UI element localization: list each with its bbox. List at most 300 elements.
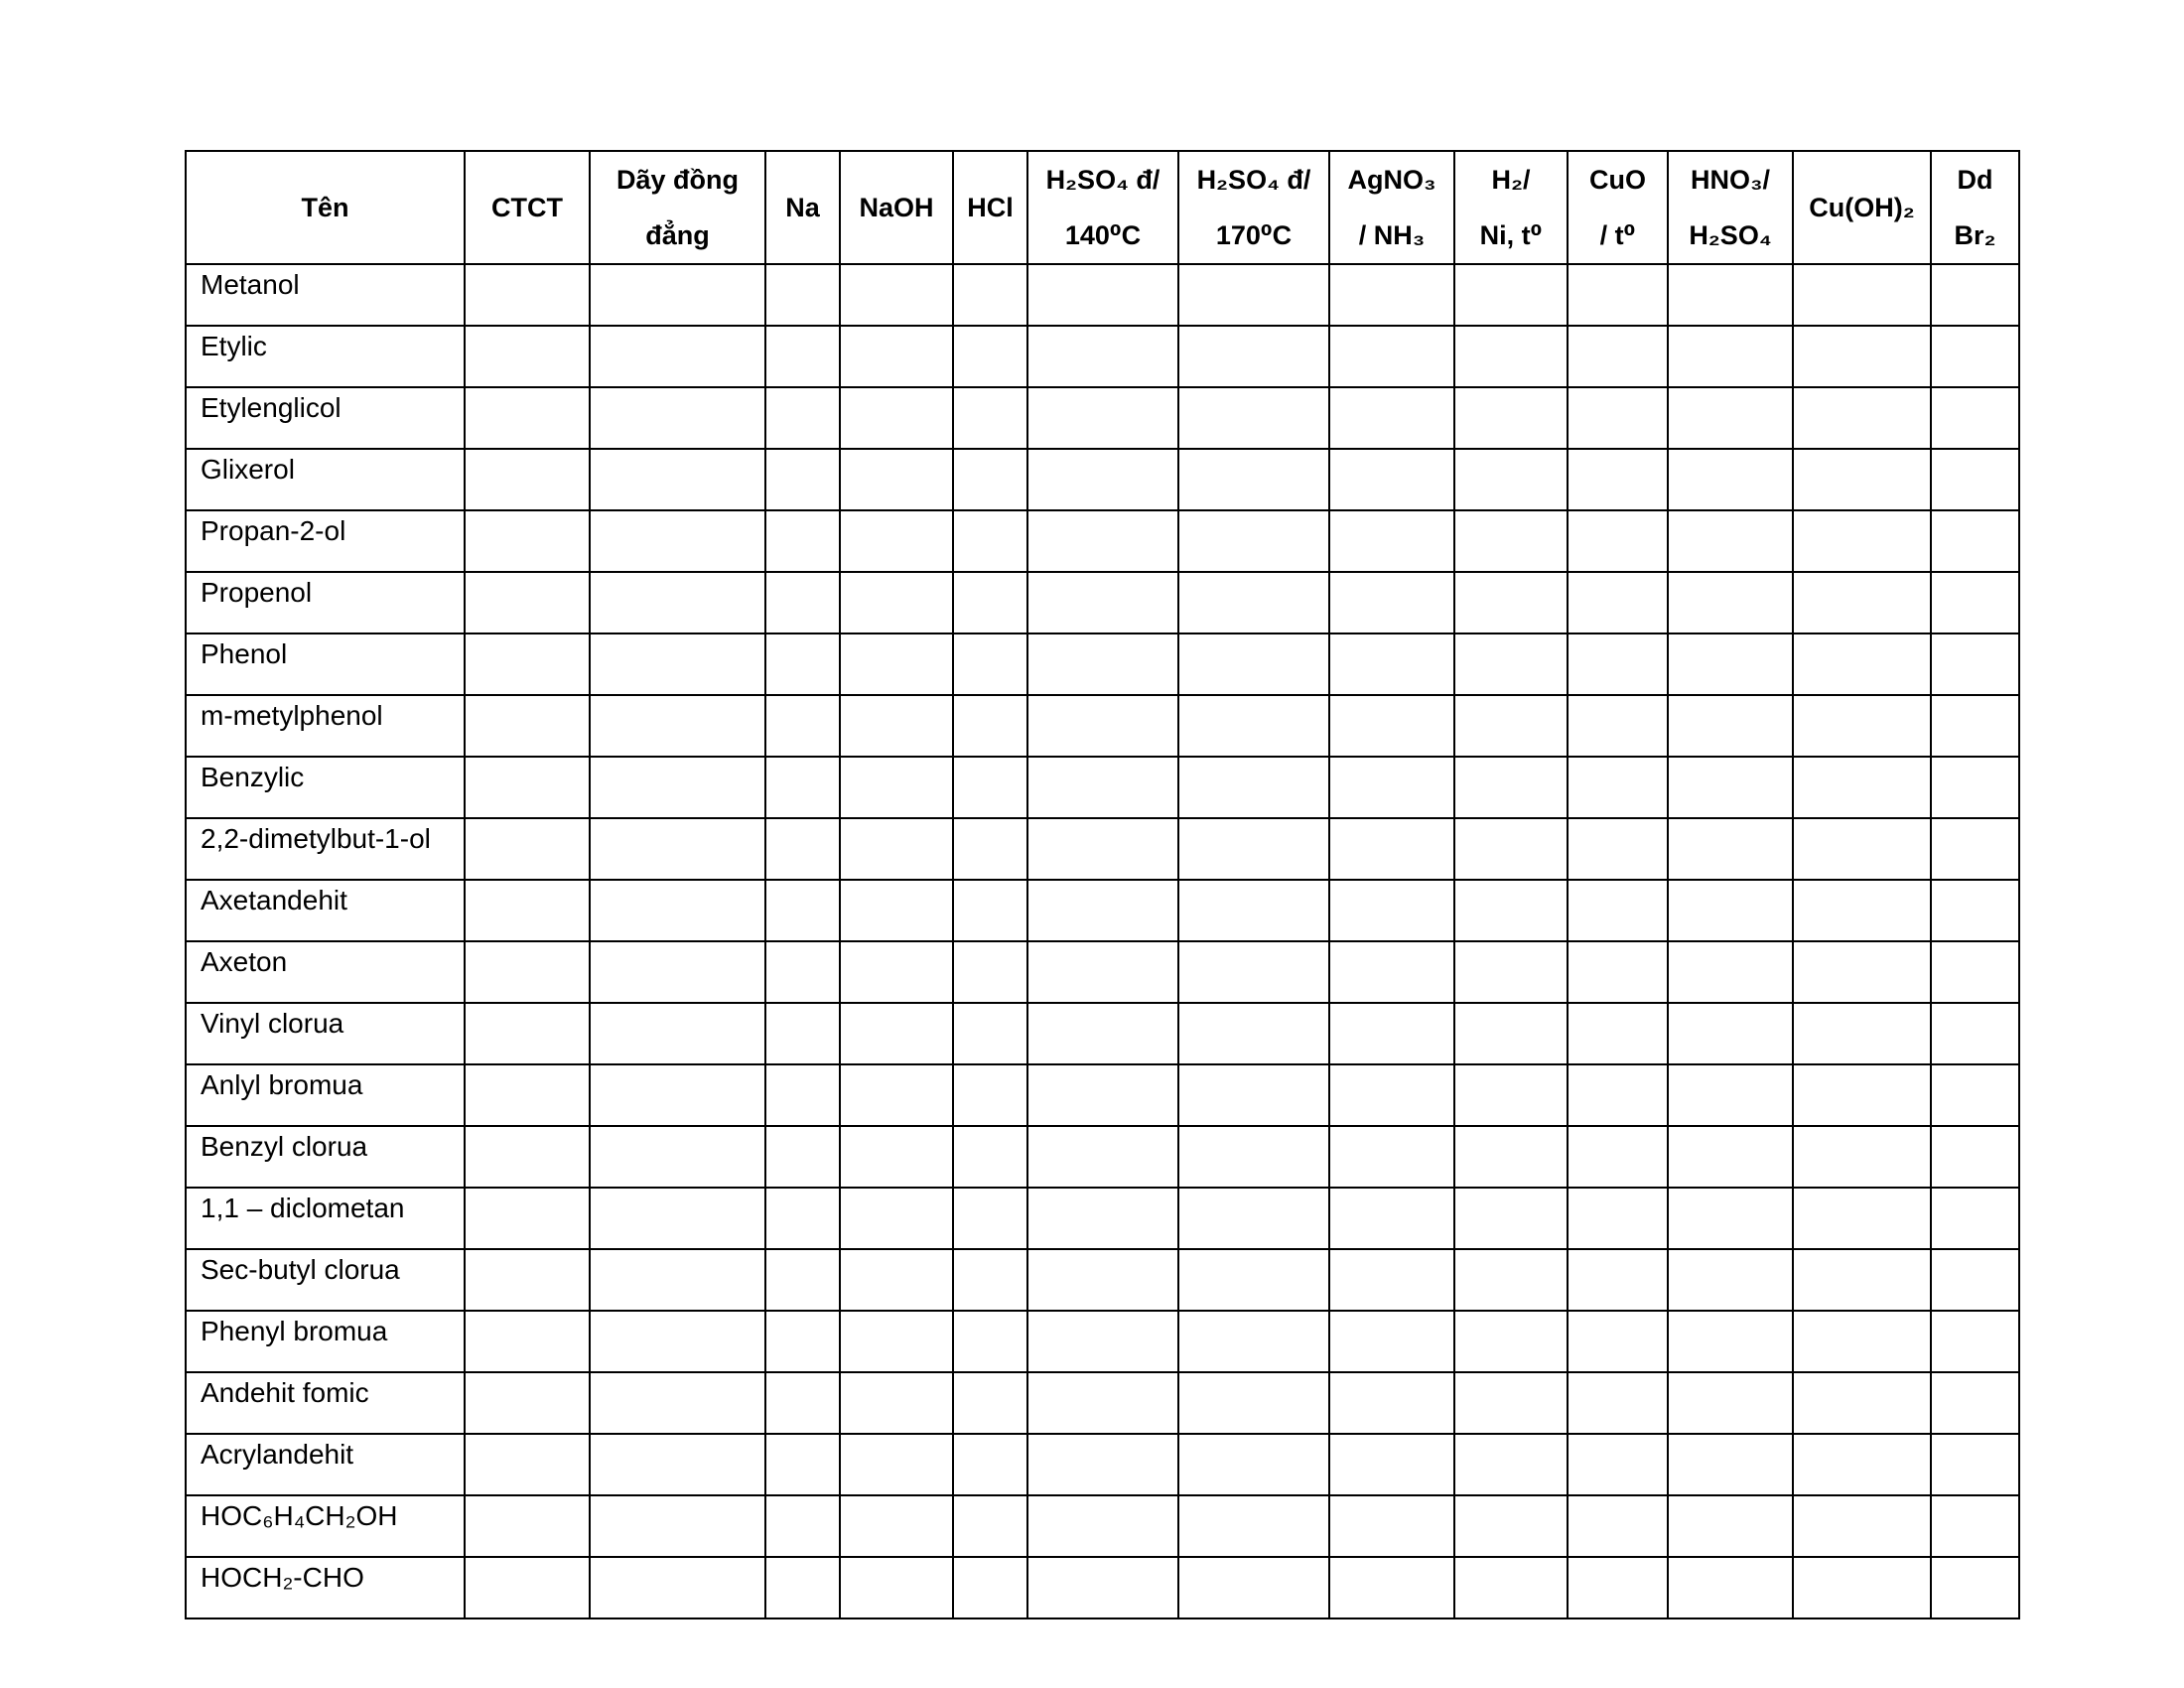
cell-day-dong-dang[interactable] [590,1495,765,1557]
cell-h2so4-140[interactable] [1027,1495,1178,1557]
cell-cuo[interactable] [1568,818,1668,880]
cell-hno3-h2so4[interactable] [1668,449,1793,510]
cell-h2so4-140[interactable] [1027,326,1178,387]
cell-day-dong-dang[interactable] [590,633,765,695]
cell-hno3-h2so4[interactable] [1668,695,1793,757]
cell-ctct[interactable] [465,1188,590,1249]
header-agno3-nh3-line: AgNO₃ [1347,165,1436,195]
cell-dd-br2[interactable] [1931,1126,2019,1188]
cell-h2so4-140[interactable] [1027,1188,1178,1249]
cell-hcl[interactable] [953,1249,1027,1311]
cell-na[interactable] [765,1434,840,1495]
cell-ctct[interactable] [465,1126,590,1188]
cell-naoh[interactable] [840,695,953,757]
cell-dd-br2[interactable] [1931,1434,2019,1495]
cell-ctct[interactable] [465,880,590,941]
cell-cuoh2[interactable] [1793,326,1931,387]
cell-agno3-nh3[interactable] [1329,633,1454,695]
cell-hno3-h2so4[interactable] [1668,633,1793,695]
cell-hno3-h2so4[interactable] [1668,1064,1793,1126]
cell-h2so4-140[interactable] [1027,1249,1178,1311]
header-cuo-line: / t⁰ [1599,220,1636,250]
cell-ctct[interactable] [465,326,590,387]
cell-h2so4-140[interactable] [1027,449,1178,510]
cell-naoh[interactable] [840,1249,953,1311]
cell-day-dong-dang[interactable] [590,1126,765,1188]
cell-naoh[interactable] [840,1064,953,1126]
cell-hno3-h2so4[interactable] [1668,1188,1793,1249]
cell-hcl[interactable] [953,695,1027,757]
cell-naoh[interactable] [840,1495,953,1557]
cell-day-dong-dang[interactable] [590,880,765,941]
cell-dd-br2[interactable] [1931,880,2019,941]
cell-day-dong-dang[interactable] [590,510,765,572]
cell-h2so4-170[interactable] [1178,1557,1329,1618]
cell-h2-ni[interactable] [1454,1188,1568,1249]
cell-naoh[interactable] [840,1372,953,1434]
cell-day-dong-dang[interactable] [590,572,765,633]
cell-h2so4-140[interactable] [1027,1064,1178,1126]
cell-cuo[interactable] [1568,757,1668,818]
cell-na[interactable] [765,449,840,510]
cell-ctct[interactable] [465,633,590,695]
cell-dd-br2[interactable] [1931,633,2019,695]
cell-hno3-h2so4[interactable] [1668,757,1793,818]
cell-h2-ni[interactable] [1454,264,1568,326]
cell-hno3-h2so4[interactable] [1668,264,1793,326]
cell-hcl[interactable] [953,1495,1027,1557]
cell-h2-ni[interactable] [1454,695,1568,757]
cell-naoh[interactable] [840,941,953,1003]
cell-day-dong-dang[interactable] [590,1188,765,1249]
cell-h2-ni[interactable] [1454,1434,1568,1495]
cell-h2-ni[interactable] [1454,449,1568,510]
cell-ctct[interactable] [465,1311,590,1372]
cell-ctct[interactable] [465,757,590,818]
cell-day-dong-dang[interactable] [590,818,765,880]
cell-cuoh2[interactable] [1793,1495,1931,1557]
cell-ctct[interactable] [465,941,590,1003]
cell-na[interactable] [765,572,840,633]
cell-day-dong-dang[interactable] [590,1249,765,1311]
cell-na[interactable] [765,1126,840,1188]
cell-ctct[interactable] [465,510,590,572]
cell-naoh[interactable] [840,326,953,387]
cell-agno3-nh3[interactable] [1329,449,1454,510]
cell-naoh[interactable] [840,1126,953,1188]
header-ctct [465,151,590,264]
cell-h2-ni[interactable] [1454,633,1568,695]
cell-h2-ni[interactable] [1454,572,1568,633]
cell-cuoh2[interactable] [1793,1249,1931,1311]
cell-naoh[interactable] [840,572,953,633]
cell-day-dong-dang[interactable] [590,264,765,326]
cell-dd-br2[interactable] [1931,387,2019,449]
header-h2so4-140-line: 140⁰C [1064,220,1142,250]
cell-h2so4-140[interactable] [1027,880,1178,941]
cell-cuoh2[interactable] [1793,818,1931,880]
cell-dd-br2[interactable] [1931,1372,2019,1434]
cell-na[interactable] [765,1249,840,1311]
cell-hcl[interactable] [953,1188,1027,1249]
cell-h2so4-170[interactable] [1178,1495,1329,1557]
cell-cuo[interactable] [1568,572,1668,633]
cell-h2so4-140[interactable] [1027,1372,1178,1434]
cell-ctct[interactable] [465,1495,590,1557]
table-row [186,449,2019,510]
cell-dd-br2[interactable] [1931,1311,2019,1372]
cell-naoh[interactable] [840,387,953,449]
cell-h2so4-140[interactable] [1027,264,1178,326]
cell-dd-br2[interactable] [1931,1003,2019,1064]
cell-h2so4-170[interactable] [1178,387,1329,449]
cell-na[interactable] [765,264,840,326]
cell-hcl[interactable] [953,633,1027,695]
cell-h2so4-140[interactable] [1027,1003,1178,1064]
cell-na[interactable] [765,818,840,880]
cell-day-dong-dang[interactable] [590,1064,765,1126]
cell-h2so4-170[interactable] [1178,941,1329,1003]
cell-cuoh2[interactable] [1793,1126,1931,1188]
cell-agno3-nh3[interactable] [1329,572,1454,633]
cell-naoh[interactable] [840,818,953,880]
cell-h2-ni[interactable] [1454,1249,1568,1311]
cell-h2so4-170[interactable] [1178,510,1329,572]
header-cuo-line: CuO [1589,165,1646,195]
cell-naoh[interactable] [840,1434,953,1495]
table-row [186,1372,2019,1434]
cell-naoh[interactable] [840,1311,953,1372]
cell-cuoh2[interactable] [1793,1064,1931,1126]
cell-naoh[interactable] [840,757,953,818]
cell-cuo[interactable] [1568,1311,1668,1372]
cell-na[interactable] [765,941,840,1003]
cell-agno3-nh3[interactable] [1329,1126,1454,1188]
cell-ctct[interactable] [465,264,590,326]
cell-dd-br2[interactable] [1931,1188,2019,1249]
cell-h2so4-170[interactable] [1178,264,1329,326]
cell-dd-br2[interactable] [1931,757,2019,818]
cell-hno3-h2so4[interactable] [1668,818,1793,880]
cell-hcl[interactable] [953,1064,1027,1126]
cell-h2so4-170[interactable] [1178,449,1329,510]
cell-agno3-nh3[interactable] [1329,326,1454,387]
cell-h2so4-170[interactable] [1178,326,1329,387]
cell-hcl[interactable] [953,326,1027,387]
cell-h2so4-140[interactable] [1027,757,1178,818]
cell-h2so4-170[interactable] [1178,1064,1329,1126]
cell-day-dong-dang[interactable] [590,1311,765,1372]
cell-na[interactable] [765,1311,840,1372]
cell-cuo[interactable] [1568,1434,1668,1495]
cell-hno3-h2so4[interactable] [1668,1311,1793,1372]
cell-h2so4-170[interactable] [1178,572,1329,633]
cell-h2-ni[interactable] [1454,1003,1568,1064]
cell-agno3-nh3[interactable] [1329,1372,1454,1434]
cell-cuo[interactable] [1568,264,1668,326]
cell-h2so4-170[interactable] [1178,1311,1329,1372]
cell-dd-br2[interactable] [1931,449,2019,510]
cell-cuoh2[interactable] [1793,1311,1931,1372]
cell-h2-ni[interactable] [1454,387,1568,449]
cell-h2-ni[interactable] [1454,1311,1568,1372]
cell-hcl[interactable] [953,1372,1027,1434]
cell-cuoh2[interactable] [1793,572,1931,633]
cell-cuoh2[interactable] [1793,1557,1931,1618]
cell-h2-ni[interactable] [1454,1372,1568,1434]
cell-h2-ni[interactable] [1454,1126,1568,1188]
cell-h2so4-170[interactable] [1178,1434,1329,1495]
cell-h2so4-170[interactable] [1178,1188,1329,1249]
table-row [186,1064,2019,1126]
cell-naoh[interactable] [840,1003,953,1064]
cell-cuo[interactable] [1568,449,1668,510]
cell-na[interactable] [765,1188,840,1249]
cell-hcl[interactable] [953,757,1027,818]
cell-h2so4-140[interactable] [1027,695,1178,757]
cell-day-dong-dang[interactable] [590,757,765,818]
cell-h2so4-170[interactable] [1178,818,1329,880]
cell-hcl[interactable] [953,510,1027,572]
cell-naoh[interactable] [840,1188,953,1249]
cell-dd-br2[interactable] [1931,695,2019,757]
cell-hcl[interactable] [953,387,1027,449]
cell-cuo[interactable] [1568,387,1668,449]
cell-hno3-h2so4[interactable] [1668,1249,1793,1311]
cell-na[interactable] [765,757,840,818]
cell-h2so4-170[interactable] [1178,1126,1329,1188]
cell-hcl[interactable] [953,880,1027,941]
cell-day-dong-dang[interactable] [590,1434,765,1495]
cell-hno3-h2so4[interactable] [1668,326,1793,387]
cell-day-dong-dang[interactable] [590,326,765,387]
cell-ctct[interactable] [465,1434,590,1495]
cell-h2-ni[interactable] [1454,757,1568,818]
cell-h2so4-140[interactable] [1027,633,1178,695]
cell-hcl[interactable] [953,449,1027,510]
cell-cuo[interactable] [1568,1495,1668,1557]
cell-day-dong-dang[interactable] [590,1003,765,1064]
cell-h2-ni[interactable] [1454,1064,1568,1126]
cell-hcl[interactable] [953,572,1027,633]
cell-hcl[interactable] [953,941,1027,1003]
cell-day-dong-dang[interactable] [590,695,765,757]
cell-agno3-nh3[interactable] [1329,1188,1454,1249]
cell-cuoh2[interactable] [1793,633,1931,695]
cell-hno3-h2so4[interactable] [1668,1003,1793,1064]
cell-naoh[interactable] [840,1557,953,1618]
cell-cuoh2[interactable] [1793,1003,1931,1064]
cell-hno3-h2so4[interactable] [1668,880,1793,941]
cell-h2-ni[interactable] [1454,818,1568,880]
cell-h2-ni[interactable] [1454,1557,1568,1618]
cell-hcl[interactable] [953,818,1027,880]
cell-cuoh2[interactable] [1793,880,1931,941]
cell-dd-br2[interactable] [1931,818,2019,880]
cell-dd-br2[interactable] [1931,1557,2019,1618]
cell-cuo[interactable] [1568,1188,1668,1249]
cell-dd-br2[interactable] [1931,1064,2019,1126]
cell-agno3-nh3[interactable] [1329,1434,1454,1495]
cell-h2so4-140[interactable] [1027,572,1178,633]
cell-cuo[interactable] [1568,510,1668,572]
cell-h2so4-140[interactable] [1027,818,1178,880]
cell-ctct[interactable] [465,1372,590,1434]
cell-agno3-nh3[interactable] [1329,1495,1454,1557]
cell-agno3-nh3[interactable] [1329,1003,1454,1064]
cell-agno3-nh3[interactable] [1329,510,1454,572]
cell-dd-br2[interactable] [1931,264,2019,326]
cell-cuoh2[interactable] [1793,1372,1931,1434]
cell-naoh[interactable] [840,633,953,695]
cell-agno3-nh3[interactable] [1329,695,1454,757]
cell-h2so4-170[interactable] [1178,1249,1329,1311]
cell-agno3-nh3[interactable] [1329,387,1454,449]
cell-hno3-h2so4[interactable] [1668,387,1793,449]
cell-ctct[interactable] [465,1249,590,1311]
cell-cuo[interactable] [1568,1003,1668,1064]
cell-dd-br2[interactable] [1931,326,2019,387]
cell-na[interactable] [765,1372,840,1434]
cell-hno3-h2so4[interactable] [1668,572,1793,633]
header-h2-ni-line: H₂/ [1491,165,1531,195]
cell-h2so4-140[interactable] [1027,387,1178,449]
cell-h2-ni[interactable] [1454,1495,1568,1557]
cell-hcl[interactable] [953,1434,1027,1495]
cell-na[interactable] [765,695,840,757]
cell-h2so4-140[interactable] [1027,510,1178,572]
cell-ctct[interactable] [465,387,590,449]
cell-na[interactable] [765,326,840,387]
cell-ctct[interactable] [465,818,590,880]
cell-dd-br2[interactable] [1931,941,2019,1003]
table-row [186,1495,2019,1557]
cell-h2so4-140[interactable] [1027,941,1178,1003]
cell-ctct[interactable] [465,695,590,757]
cell-na[interactable] [765,1557,840,1618]
cell-h2so4-170[interactable] [1178,757,1329,818]
cell-hno3-h2so4[interactable] [1668,1495,1793,1557]
cell-hno3-h2so4[interactable] [1668,510,1793,572]
cell-cuo[interactable] [1568,633,1668,695]
cell-cuoh2[interactable] [1793,757,1931,818]
cell-naoh[interactable] [840,510,953,572]
cell-cuoh2[interactable] [1793,1434,1931,1495]
cell-ctct[interactable] [465,1003,590,1064]
cell-cuo[interactable] [1568,695,1668,757]
cell-naoh[interactable] [840,449,953,510]
cell-hcl[interactable] [953,1557,1027,1618]
cell-na[interactable] [765,1495,840,1557]
cell-naoh[interactable] [840,880,953,941]
cell-na[interactable] [765,387,840,449]
compound-name-cell: HOCH₂-CHO [186,1557,465,1618]
cell-cuo[interactable] [1568,1249,1668,1311]
cell-hcl[interactable] [953,1003,1027,1064]
cell-agno3-nh3[interactable] [1329,880,1454,941]
cell-h2so4-140[interactable] [1027,1557,1178,1618]
cell-cuo[interactable] [1568,1064,1668,1126]
cell-hno3-h2so4[interactable] [1668,1434,1793,1495]
cell-naoh[interactable] [840,264,953,326]
cell-h2-ni[interactable] [1454,880,1568,941]
cell-hno3-h2so4[interactable] [1668,1372,1793,1434]
cell-dd-br2[interactable] [1931,1249,2019,1311]
cell-hcl[interactable] [953,1126,1027,1188]
cell-hcl[interactable] [953,1311,1027,1372]
cell-ctct[interactable] [465,1064,590,1126]
cell-day-dong-dang[interactable] [590,449,765,510]
cell-day-dong-dang[interactable] [590,387,765,449]
cell-hno3-h2so4[interactable] [1668,941,1793,1003]
cell-na[interactable] [765,1064,840,1126]
cell-agno3-nh3[interactable] [1329,1249,1454,1311]
cell-cuoh2[interactable] [1793,941,1931,1003]
cell-cuo[interactable] [1568,1557,1668,1618]
compound-name-cell: Metanol [186,264,465,326]
cell-ctct[interactable] [465,449,590,510]
cell-h2so4-170[interactable] [1178,695,1329,757]
cell-agno3-nh3[interactable] [1329,1064,1454,1126]
cell-agno3-nh3[interactable] [1329,1311,1454,1372]
cell-h2so4-170[interactable] [1178,1003,1329,1064]
cell-cuoh2[interactable] [1793,1188,1931,1249]
cell-agno3-nh3[interactable] [1329,818,1454,880]
cell-day-dong-dang[interactable] [590,1372,765,1434]
cell-ctct[interactable] [465,572,590,633]
cell-na[interactable] [765,880,840,941]
cell-cuo[interactable] [1568,1372,1668,1434]
cell-h2-ni[interactable] [1454,326,1568,387]
cell-h2so4-140[interactable] [1027,1126,1178,1188]
cell-day-dong-dang[interactable] [590,941,765,1003]
cell-day-dong-dang[interactable] [590,1557,765,1618]
cell-hno3-h2so4[interactable] [1668,1557,1793,1618]
cell-cuoh2[interactable] [1793,387,1931,449]
cell-na[interactable] [765,510,840,572]
cell-cuoh2[interactable] [1793,264,1931,326]
cell-agno3-nh3[interactable] [1329,757,1454,818]
cell-h2so4-140[interactable] [1027,1434,1178,1495]
cell-na[interactable] [765,633,840,695]
cell-cuoh2[interactable] [1793,695,1931,757]
cell-cuoh2[interactable] [1793,510,1931,572]
cell-dd-br2[interactable] [1931,572,2019,633]
cell-na[interactable] [765,1003,840,1064]
cell-h2-ni[interactable] [1454,941,1568,1003]
cell-cuo[interactable] [1568,880,1668,941]
cell-cuo[interactable] [1568,1126,1668,1188]
table-row [186,757,2019,818]
cell-hno3-h2so4[interactable] [1668,1126,1793,1188]
cell-hcl[interactable] [953,264,1027,326]
cell-agno3-nh3[interactable] [1329,1557,1454,1618]
cell-h2so4-140[interactable] [1027,1311,1178,1372]
cell-h2so4-170[interactable] [1178,1372,1329,1434]
header-dd-br2-line: Dd [1957,165,1993,195]
cell-dd-br2[interactable] [1931,510,2019,572]
cell-h2so4-170[interactable] [1178,880,1329,941]
cell-cuoh2[interactable] [1793,449,1931,510]
cell-ctct[interactable] [465,1557,590,1618]
cell-dd-br2[interactable] [1931,1495,2019,1557]
cell-cuo[interactable] [1568,941,1668,1003]
cell-agno3-nh3[interactable] [1329,941,1454,1003]
cell-agno3-nh3[interactable] [1329,264,1454,326]
cell-cuo[interactable] [1568,326,1668,387]
cell-h2so4-170[interactable] [1178,633,1329,695]
cell-h2-ni[interactable] [1454,510,1568,572]
